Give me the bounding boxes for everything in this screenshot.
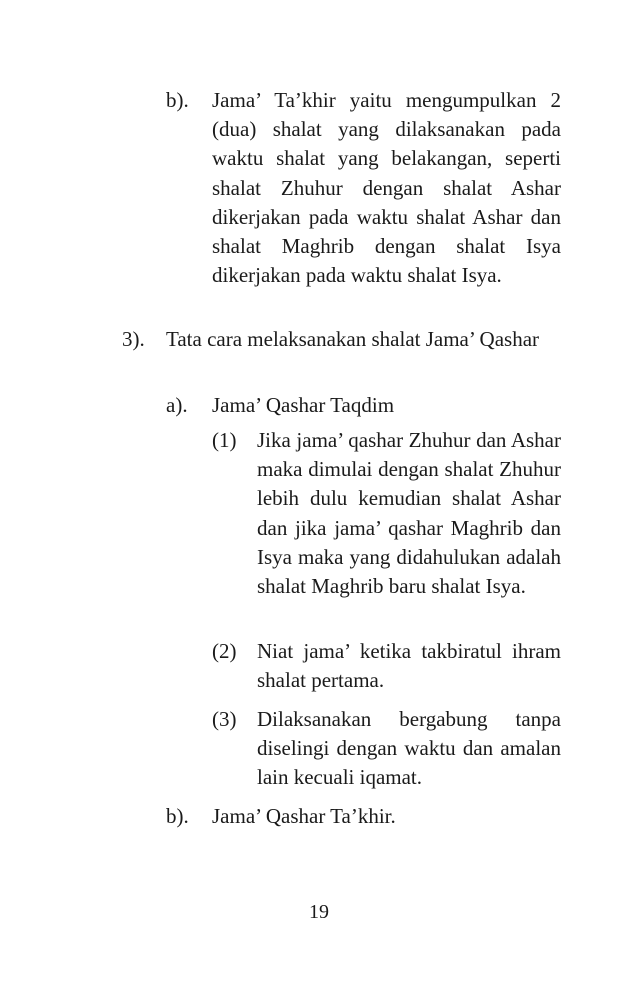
list-item-jama-qashar-takhir — [166, 802, 561, 831]
list-marker: (1) — [212, 428, 237, 452]
list-marker: b). — [166, 88, 189, 112]
list-marker: (3) — [212, 707, 237, 731]
list-marker: b). — [166, 804, 189, 828]
list-marker: a). — [166, 393, 188, 417]
list-item-step-3 — [212, 705, 561, 793]
list-item-text: Tata cara melaksanakan shalat Jama’ Qashar — [166, 327, 540, 351]
list-item-text: Jama’ Ta’khir yaitu mengumpulkan 2 (dua) shalat yang dilaksanakan pada waktu shalat yang belakangan, seperti shalat Zhuhur dengan shalat Ashar dikerjakan pada waktu shalat Ashar dan shalat Maghrib dengan shalat Isya dikerjakan pada waktu shalat Isya. — [212, 88, 561, 288]
list-item-text: Jama’ Qashar Ta’khir. — [212, 804, 396, 828]
list-item-step-1 — [212, 426, 561, 601]
list-item-step-2 — [212, 637, 561, 695]
list-item-tata-cara — [122, 325, 561, 354]
list-item-text: Jika jama’ qashar Zhuhur dan Ashar maka dimulai dengan shalat Zhuhur lebih dulu kemudian shalat Ashar dan jika jama’ qashar Maghrib dan Isya maka yang didahulukan adalah shalat Maghrib baru shalat Isya. — [257, 428, 561, 599]
list-item-text: Dilaksanakan bergabung tanpa diselingi dengan waktu dan amalan lain kecuali iqamat. — [257, 707, 561, 790]
page-number: 19 — [309, 901, 329, 923]
list-marker: 3). — [122, 327, 145, 351]
list-item-jama-qashar-taqdim — [166, 391, 561, 420]
list-item-jama-takhir — [166, 86, 561, 290]
list-item-text: Jama’ Qashar Taqdim — [212, 393, 395, 417]
list-item-text: Niat jama’ ketika takbiratul ihram shalat pertama. — [257, 639, 561, 693]
list-marker: (2) — [212, 639, 237, 663]
